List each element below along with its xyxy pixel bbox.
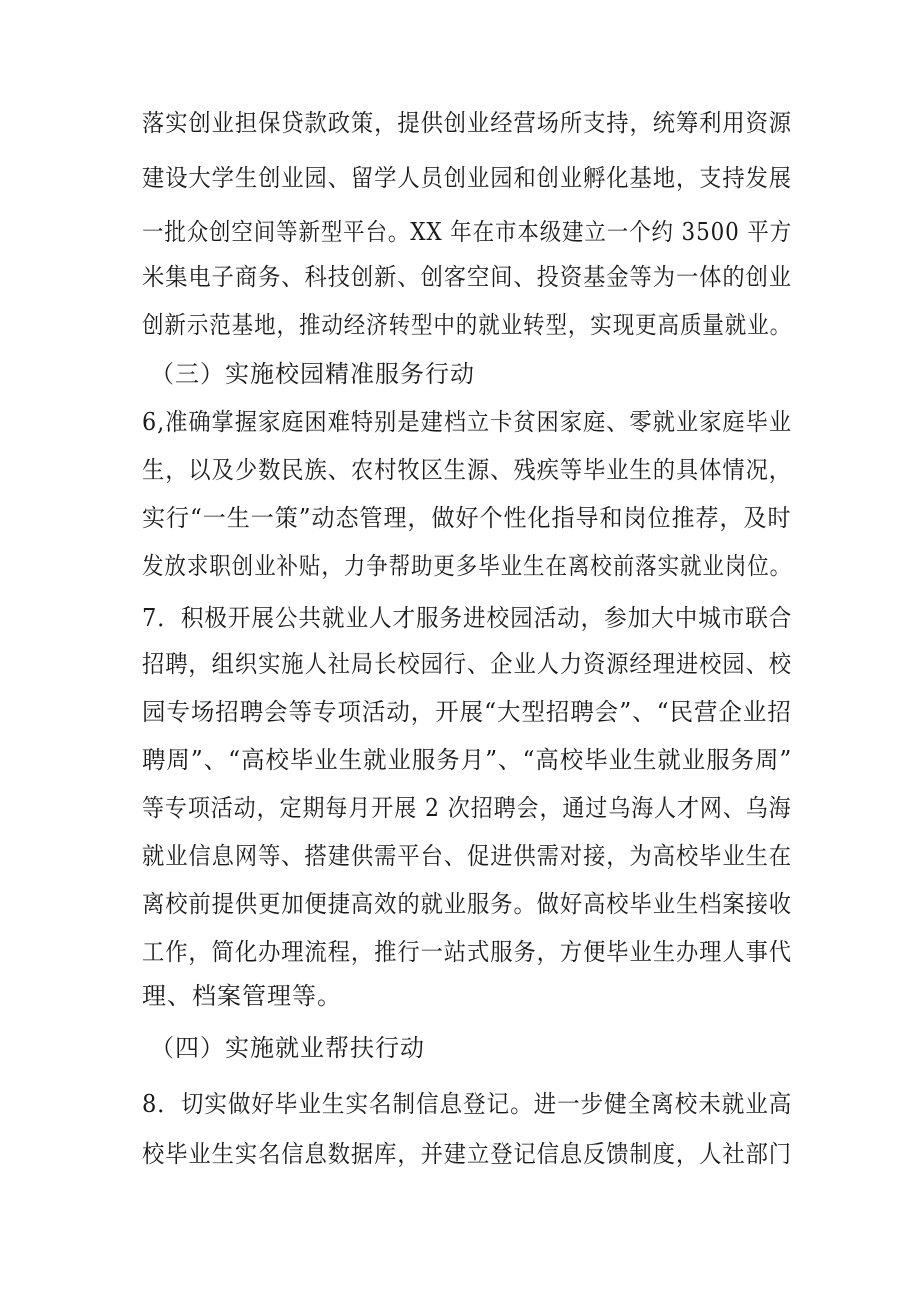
text-line: 一批众创空间等新型平台。XX 年在市本级建立一个约 3500 平方 — [142, 218, 793, 246]
text-line: 发放求职创业补贴，力争帮助更多毕业生在离校前落实就业岗位。 — [142, 552, 793, 580]
text-line: 理、档案管理等。 — [142, 982, 342, 1010]
section-heading-3: （三）实施校园精准服务行动 — [150, 360, 475, 388]
text-line: 工作，简化办理流程，推行一站式服务，方便毕业生办理人事代 — [142, 938, 793, 966]
text-line: 米集电子商务、科技创新、创客空间、投资基金等为一体的创业 — [142, 263, 793, 291]
section-heading-4: （四）实施就业帮扶行动 — [150, 1034, 425, 1062]
text-line: 校毕业生实名信息数据库，并建立登记信息反馈制度，人社部门 — [142, 1140, 793, 1168]
text-line: 8．切实做好毕业生实名制信息登记。进一步健全离校未就业高 — [142, 1090, 793, 1118]
text-line: 6,准确掌握家庭困难特别是建档立卡贫困家庭、零就业家庭毕业 — [142, 408, 792, 436]
text-line: 7．积极开展公共就业人才服务进校园活动，参加大中城市联合 — [142, 604, 793, 632]
text-line: 落实创业担保贷款政策，提供创业经营场所支持，统筹利用资源 — [142, 109, 793, 137]
text-line: 生，以及少数民族、农村牧区生源、残疾等毕业生的具体情况， — [142, 456, 793, 484]
text-line: 等专项活动，定期每月开展 2 次招聘会，通过乌海人才网、乌海 — [142, 794, 792, 822]
text-line: 园专场招聘会等专项活动，开展“大型招聘会”、“民营企业招 — [142, 698, 792, 726]
text-line: 建设大学生创业园、留学人员创业园和创业孵化基地，支持发展 — [142, 164, 793, 192]
text-line: 离校前提供更加便捷高效的就业服务。做好高校毕业生档案接收 — [142, 890, 793, 918]
text-line: 聘周”、“高校毕业生就业服务月”、“高校毕业生就业服务周” — [142, 746, 793, 774]
text-line: 招聘，组织实施人社局长校园行、企业人力资源经理进校园、校 — [142, 650, 793, 678]
text-line: 就业信息网等、搭建供需平台、促进供需对接，为高校毕业生在 — [142, 842, 793, 870]
text-line: 创新示范基地，推动经济转型中的就业转型，实现更高质量就业。 — [142, 311, 793, 339]
text-line: 实行“一生一策”动态管理，做好个性化指导和岗位推荐，及时 — [142, 504, 792, 532]
